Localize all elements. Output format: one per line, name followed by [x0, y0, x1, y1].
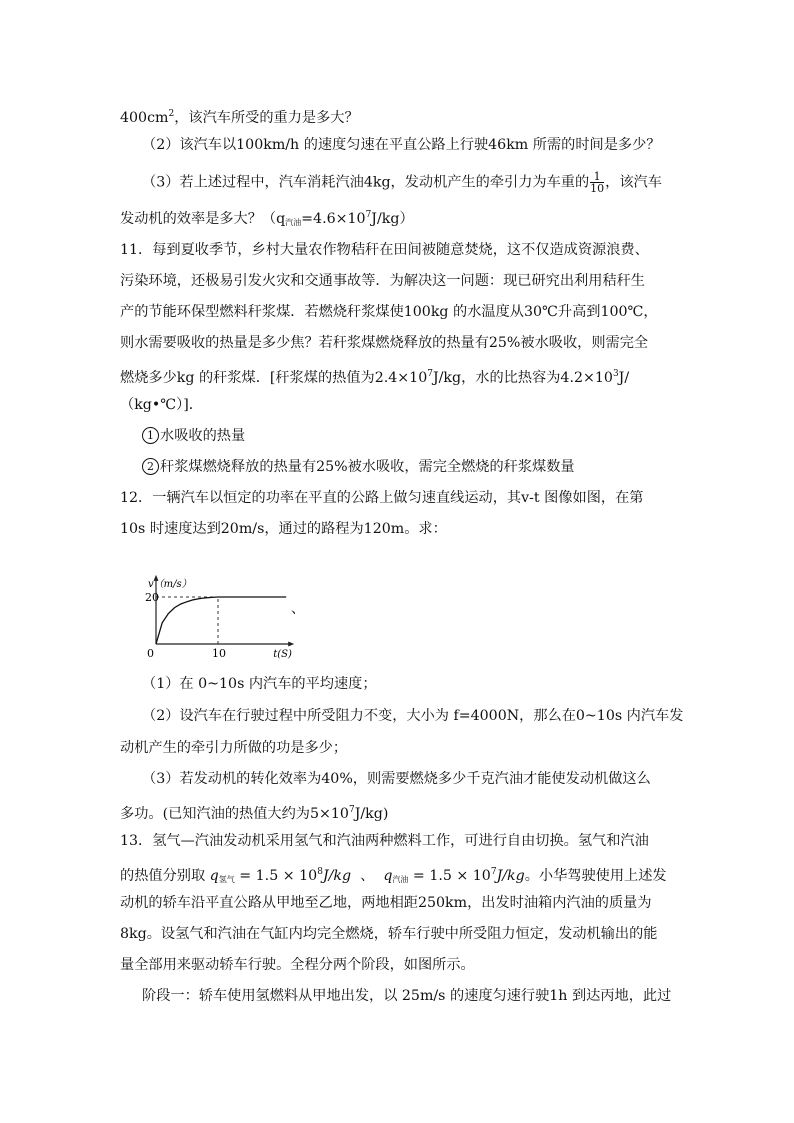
- superscript: 7: [365, 210, 372, 220]
- problem13-line5: 量全部用来驱动轿车行驶。全程分两个阶段，如图所示。: [120, 957, 475, 973]
- problem10-q2: （2）该汽车以100km/h 的速度匀速在平直公路上行驶46km 所需的时间是多少？: [142, 137, 661, 153]
- vt-graph: [143, 548, 292, 666]
- problem10-line1: [120, 104, 359, 128]
- origin-label: 0: [147, 647, 154, 660]
- text: 400cm: [120, 110, 169, 126]
- circled-number: 1: [142, 427, 159, 444]
- subscript: 氢气: [218, 875, 235, 884]
- x-axis-label: t(S): [273, 649, 292, 660]
- problem13-line2: [120, 862, 667, 890]
- problem11-line3: 产的节能环保型燃料秆浆煤．若燃烧秆浆煤使100kg 的水温度从30℃升高到100℃，: [120, 304, 658, 320]
- problem11-subq2: [142, 457, 575, 477]
- superscript: 8: [317, 867, 323, 877]
- text: J/kg）: [371, 211, 414, 227]
- series-line: [156, 597, 286, 644]
- fraction: [590, 171, 604, 194]
- superscript: 7: [427, 369, 433, 379]
- problem13-line3: 动机的轿车沿平直公路从甲地至乙地，两地相距250km，出发时油箱内汽油的质量为: [120, 895, 652, 911]
- x-tick-label: 10: [212, 647, 226, 660]
- text: 多功。(已知汽油的热值大约为5×10: [120, 806, 349, 822]
- problem11-line2: 污染环境，还极易引发火灾和交通事故等．为解决这一问题：现已研究出利用秸秆生: [120, 273, 645, 289]
- text: 发动机的效率是多大？（q: [120, 211, 286, 227]
- problem12-line2: 10s 时速度达到20m/s，通过的路程为120m。求：: [120, 521, 447, 537]
- problem11-line5: [120, 364, 629, 388]
- text: J/kg，水的比热容为4.2×10: [432, 370, 613, 386]
- problem12-q2-line2: 动机产生的牵引力所做的功是多少；: [120, 740, 348, 756]
- subscript: 汽油: [392, 875, 409, 884]
- separator: 、: [351, 868, 384, 884]
- fraction-numerator: 1: [590, 171, 604, 183]
- text: 。小华驾驶使用上述发: [524, 868, 667, 884]
- fraction-denominator: 10: [590, 182, 605, 195]
- text: 燃烧多少kg 的秆浆煤．[秆浆煤的热值为2.4×10: [120, 370, 428, 386]
- problem12-q3-line1: （3）若发动机的转化效率为40%，则需要燃烧多少千克汽油才能使发动机做这么: [142, 771, 651, 787]
- problem12-q3-line2: [120, 800, 388, 824]
- problem12-q1: （1）在 0~10s 内汽车的平均速度；: [142, 676, 377, 692]
- text: J/kg): [354, 806, 389, 822]
- velocity-curve: [156, 597, 286, 644]
- problem10-q3-line2: [120, 205, 414, 233]
- problem12-q2-line1: （2）设汽车在行驶过程中所受阻力不变，大小为 f=4000N，那么在0~10s 内汽车发: [142, 708, 684, 724]
- y-tick-label: 20: [145, 591, 159, 604]
- math-symbol: q: [383, 868, 393, 884]
- text: 秆浆煤燃烧释放的热量有25%被水吸收，需完全燃烧的秆浆煤数量: [160, 459, 575, 475]
- text: ，该汽车所受的重力是多大？: [174, 110, 359, 126]
- text: J/: [618, 370, 630, 386]
- text: ，该汽车: [605, 174, 662, 191]
- problem13-line1: 13．氢气—汽油发动机采用氢气和汽油两种燃料工作，可进行自由切换。氢气和汽油: [120, 833, 649, 849]
- text: 的热值分别取: [120, 868, 206, 884]
- problem11-line1: 11．每到夏收季节，乡村大量农作物秸秆在田间被随意焚烧，这不仅造成资源浪费、: [120, 242, 649, 258]
- circled-number: 2: [142, 458, 159, 475]
- text: =4.6×10: [301, 211, 366, 227]
- superscript: 7: [348, 805, 355, 815]
- problem13-line4: 8kg。设氢气和汽油在气缸内均完全燃烧，轿车行驶中所受阻力恒定，发动机输出的能: [120, 926, 658, 942]
- math-value: = 1.5 × 10: [408, 868, 491, 884]
- text: （3）若上述过程中，汽车消耗汽油4kg，发动机产生的牵引力为车重的: [142, 174, 590, 191]
- subscript: 汽油: [285, 218, 302, 227]
- superscript: 3: [612, 369, 619, 379]
- problem12-line1: 12．一辆汽车以恒定的功率在平直的公路上做匀速直线运动，其v-t 图像如图，在第: [120, 490, 644, 506]
- superscript: 7: [490, 867, 497, 877]
- problem11-line4: 则水需要吸收的热量是多少焦？若秆浆煤燃烧释放的热量有25%被水吸收，则需完全: [120, 335, 649, 351]
- problem13-line6: 阶段一：轿车使用氢燃料从甲地出发，以 25m/s 的速度匀速行驶1h 到达丙地，此过: [142, 988, 672, 1004]
- problem11-line6: （kg•℃）]．: [120, 397, 203, 413]
- stray-mark: 、: [291, 601, 305, 617]
- problem11-subq1: [142, 426, 245, 446]
- math-unit: J/kg: [322, 868, 352, 884]
- math-symbol: q: [209, 868, 219, 884]
- text: 水吸收的热量: [160, 428, 246, 444]
- math-unit: J/kg: [496, 868, 525, 884]
- problem10-q3-line1: [142, 171, 662, 194]
- reference-lines: [156, 597, 218, 644]
- superscript: 2: [168, 109, 175, 119]
- x-axis-arrow: [288, 642, 294, 647]
- math-value: = 1.5 × 10: [234, 868, 318, 884]
- y-axis-label: v（m/s）: [148, 578, 192, 590]
